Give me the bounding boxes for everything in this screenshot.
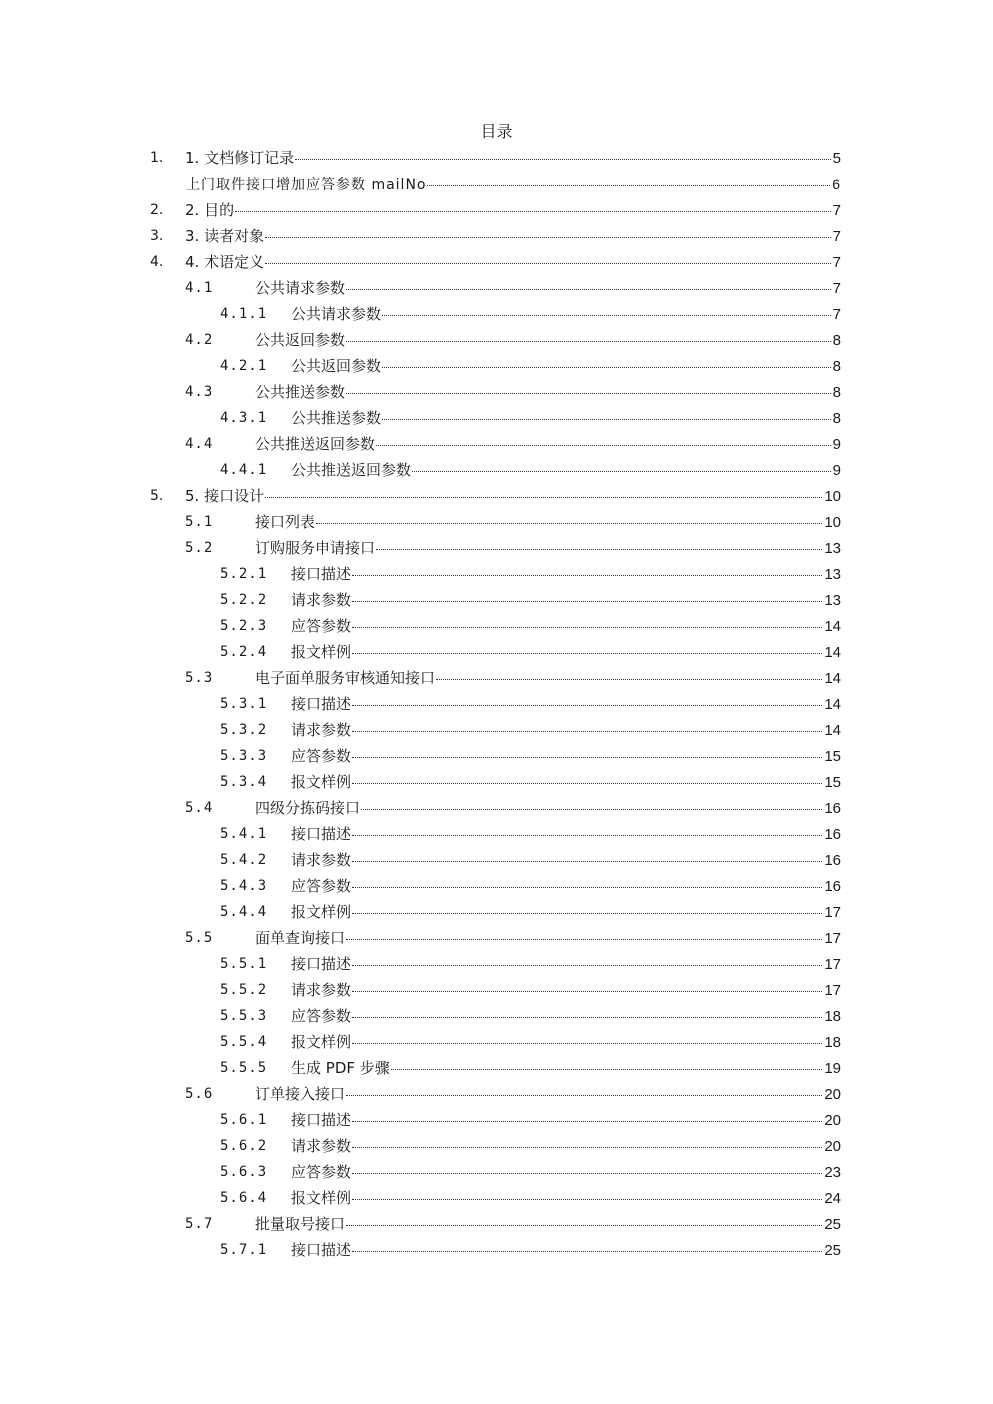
toc-entry-link[interactable] — [291, 851, 841, 870]
dot-leader — [346, 1225, 822, 1226]
dot-leader — [361, 809, 822, 810]
toc-entry-link[interactable] — [291, 461, 841, 480]
toc-entry-title: 请求参数 — [291, 851, 352, 869]
toc-entry-link[interactable] — [255, 435, 841, 454]
toc-entry[interactable] — [0, 379, 993, 405]
toc-entry-link[interactable] — [185, 201, 841, 220]
toc-entry-title: 应答参数 — [291, 1163, 352, 1181]
toc-entry-number: 5.5 — [185, 930, 214, 946]
toc-entry-page-number: 10 — [824, 488, 841, 505]
toc-entry-number: 5.6.3 — [220, 1164, 268, 1180]
dot-leader — [352, 731, 822, 732]
toc-entry-page-number: 6 — [832, 176, 841, 192]
dot-leader — [352, 991, 822, 992]
dot-leader — [352, 1043, 822, 1044]
dot-leader — [346, 341, 831, 342]
toc-entry-number: 2. — [150, 202, 164, 218]
toc-entry-link[interactable] — [291, 773, 841, 792]
toc-entry-title: 报文样例 — [291, 1033, 352, 1051]
toc-entry[interactable] — [0, 899, 993, 925]
toc-entry-link[interactable] — [291, 1111, 841, 1130]
toc-entry-page-number: 16 — [824, 826, 841, 843]
toc-entry-title: 4. 术语定义 — [185, 253, 265, 271]
toc-entry[interactable] — [0, 977, 993, 1003]
toc-entry-page-number: 18 — [824, 1008, 841, 1025]
toc-entry-link[interactable] — [291, 565, 841, 584]
toc-entry-number: 5.2.1 — [220, 566, 268, 582]
toc-entry-link[interactable] — [291, 1163, 841, 1182]
toc-entry-page-number: 15 — [824, 748, 841, 765]
toc-entry-page-number: 17 — [824, 956, 841, 973]
toc-entry-link[interactable] — [185, 487, 841, 506]
toc-entry-link[interactable] — [255, 331, 841, 350]
dot-leader — [352, 627, 822, 628]
toc-entry[interactable] — [0, 275, 993, 301]
toc-entry-link[interactable] — [291, 617, 841, 636]
toc-entry-number: 5.5.4 — [220, 1034, 268, 1050]
toc-entry-link[interactable] — [291, 825, 841, 844]
toc-entry-link[interactable] — [186, 175, 841, 194]
toc-entry-title: 应答参数 — [291, 747, 352, 765]
toc-entry-title: 请求参数 — [291, 721, 352, 739]
toc-entry[interactable] — [0, 509, 993, 535]
toc-entry-number: 4.1 — [185, 280, 214, 296]
toc-entry-number: 5.2.2 — [220, 592, 268, 608]
toc-entry[interactable] — [0, 639, 993, 665]
dot-leader — [352, 835, 822, 836]
dot-leader — [346, 1095, 822, 1096]
toc-entry-title: 公共推送返回参数 — [291, 461, 412, 479]
toc-entry-page-number: 19 — [824, 1060, 841, 1077]
toc-entry[interactable] — [0, 665, 993, 691]
toc-entry-title: 请求参数 — [291, 981, 352, 999]
dot-leader — [376, 549, 822, 550]
toc-entry-title: 上门取件接口增加应答参数 mailNo — [186, 177, 427, 193]
toc-entry-number: 5.4 — [185, 800, 214, 816]
toc-entry-link[interactable] — [255, 799, 841, 818]
toc-entry-page-number: 7 — [832, 202, 841, 219]
toc-entry-page-number: 15 — [824, 774, 841, 791]
toc-entry-link[interactable] — [291, 747, 841, 766]
toc-entry-title: 请求参数 — [291, 591, 352, 609]
toc-entry-number: 5.6.1 — [220, 1112, 268, 1128]
toc-entry-title: 接口描述 — [291, 955, 352, 973]
toc-entry-page-number: 7 — [832, 306, 841, 323]
dot-leader — [352, 653, 822, 654]
toc-entry-page-number: 17 — [824, 982, 841, 999]
toc-entry-title: 四级分拣码接口 — [255, 799, 361, 817]
dot-leader — [352, 887, 822, 888]
dot-leader — [265, 497, 822, 498]
toc-entry-number: 5.5.5 — [220, 1060, 268, 1076]
toc-entry-link[interactable] — [255, 513, 841, 532]
toc-entry-number: 5.4.1 — [220, 826, 268, 842]
toc-entry-number: 5.1 — [185, 514, 214, 530]
toc-entry-title: 公共返回参数 — [255, 331, 346, 349]
toc-entry-page-number: 24 — [824, 1190, 841, 1207]
toc-entry-title: 公共推送参数 — [255, 383, 346, 401]
toc-entry[interactable] — [0, 1211, 993, 1237]
toc-entry-page-number: 7 — [832, 280, 841, 297]
toc-entry-number: 4.1.1 — [220, 306, 268, 322]
dot-leader — [352, 1147, 822, 1148]
toc-entry-page-number: 16 — [824, 852, 841, 869]
toc-entry-number: 5.2.3 — [220, 618, 268, 634]
toc-entry-title: 报文样例 — [291, 643, 352, 661]
toc-entry-number: 5.3 — [185, 670, 214, 686]
toc-entry[interactable] — [0, 1055, 993, 1081]
toc-entry-page-number: 20 — [824, 1086, 841, 1103]
toc-entry-page-number: 9 — [832, 436, 841, 453]
dot-leader — [352, 575, 822, 576]
dot-leader — [316, 523, 822, 524]
toc-entry[interactable] — [0, 587, 993, 613]
toc-entry-title: 报文样例 — [291, 1189, 352, 1207]
toc-entry-title: 接口描述 — [291, 695, 352, 713]
toc-entry[interactable] — [0, 821, 993, 847]
toc-entry-title: 接口列表 — [255, 513, 316, 531]
toc-entry-title: 1. 文档修订记录 — [185, 149, 295, 167]
dot-leader — [235, 211, 831, 212]
toc-entry-title: 公共请求参数 — [291, 305, 382, 323]
toc-entry-page-number: 16 — [824, 878, 841, 895]
dot-leader — [382, 367, 831, 368]
toc-entry-number: 5.4.2 — [220, 852, 268, 868]
dot-leader — [352, 601, 822, 602]
toc-entry[interactable] — [0, 1237, 993, 1263]
toc-entry-page-number: 9 — [832, 462, 841, 479]
toc-entry-link[interactable] — [255, 929, 841, 948]
toc-entry-page-number: 17 — [824, 930, 841, 947]
dot-leader — [352, 1121, 822, 1122]
toc-entry[interactable] — [0, 561, 993, 587]
dot-leader — [391, 1069, 823, 1070]
toc-entry[interactable] — [0, 457, 993, 483]
dot-leader — [352, 1199, 822, 1200]
toc-entry[interactable] — [0, 613, 993, 639]
toc-entry-number: 4.4.1 — [220, 462, 268, 478]
toc-entry-page-number: 8 — [832, 358, 841, 375]
toc-entry[interactable] — [0, 769, 993, 795]
toc-entry-link[interactable] — [185, 253, 841, 272]
toc-entry[interactable] — [0, 327, 993, 353]
toc-entry-title: 应答参数 — [291, 617, 352, 635]
toc-entry-number: 4.2.1 — [220, 358, 268, 374]
toc-entry-number: 5.2 — [185, 540, 214, 556]
dot-leader — [352, 913, 822, 914]
toc-entry-link[interactable] — [291, 955, 841, 974]
toc-entry-number: 5.3.2 — [220, 722, 268, 738]
toc-entry-link[interactable] — [255, 1085, 841, 1104]
toc-entry-title: 应答参数 — [291, 877, 352, 895]
toc-entry-page-number: 20 — [824, 1112, 841, 1129]
toc-entry-number: 5.6.4 — [220, 1190, 268, 1206]
toc-entry-page-number: 14 — [824, 618, 841, 635]
toc-entry[interactable] — [0, 431, 993, 457]
toc-entry-page-number: 14 — [824, 670, 841, 687]
toc-entry-number: 5.5.2 — [220, 982, 268, 998]
toc-entry-link[interactable] — [291, 409, 841, 428]
dot-leader — [352, 1251, 822, 1252]
toc-entry-link[interactable] — [291, 305, 841, 324]
toc-entry-title: 请求参数 — [291, 1137, 352, 1155]
toc-entry-number: 5.2.4 — [220, 644, 268, 660]
toc-entry-number: 4.3.1 — [220, 410, 268, 426]
toc-entry-number: 4. — [150, 254, 164, 270]
toc-entry[interactable] — [0, 223, 993, 249]
toc-entry-title: 公共请求参数 — [255, 279, 346, 297]
dot-leader — [352, 783, 822, 784]
toc-entry-link[interactable] — [291, 1241, 841, 1260]
toc-entry-title: 生成 PDF 步骤 — [291, 1059, 390, 1077]
dot-leader — [352, 705, 822, 706]
toc-entry-link[interactable] — [291, 643, 841, 662]
dot-leader — [436, 679, 822, 680]
table-of-contents — [0, 145, 993, 1263]
dot-leader — [352, 965, 822, 966]
toc-entry[interactable] — [0, 873, 993, 899]
toc-entry[interactable] — [0, 353, 993, 379]
toc-entry-page-number: 7 — [832, 228, 841, 245]
toc-entry-title: 批量取号接口 — [255, 1215, 346, 1233]
toc-entry-page-number: 14 — [824, 722, 841, 739]
toc-entry-title: 报文样例 — [291, 773, 352, 791]
toc-entry-title: 订购服务申请接口 — [255, 539, 376, 557]
toc-entry[interactable] — [0, 535, 993, 561]
dot-leader — [427, 185, 830, 186]
toc-entry[interactable] — [0, 1029, 993, 1055]
toc-entry[interactable] — [0, 301, 993, 327]
toc-entry[interactable] — [0, 717, 993, 743]
toc-entry[interactable] — [0, 1081, 993, 1107]
toc-entry-title: 接口描述 — [291, 1241, 352, 1259]
toc-entry-number: 5.7 — [185, 1216, 214, 1232]
toc-entry[interactable] — [0, 197, 993, 223]
dot-leader — [352, 1017, 822, 1018]
toc-entry-page-number: 10 — [824, 514, 841, 531]
toc-entry-page-number: 8 — [832, 384, 841, 401]
toc-entry-number: 4.3 — [185, 384, 214, 400]
toc-entry[interactable] — [0, 483, 993, 509]
toc-entry-link[interactable] — [185, 149, 841, 168]
toc-entry-link[interactable] — [291, 1137, 841, 1156]
toc-entry-page-number: 25 — [824, 1242, 841, 1259]
dot-leader — [346, 939, 822, 940]
toc-entry[interactable] — [0, 951, 993, 977]
toc-entry-page-number: 16 — [824, 800, 841, 817]
toc-entry[interactable] — [0, 405, 993, 431]
toc-entry-link[interactable] — [291, 1189, 841, 1208]
toc-entry-page-number: 18 — [824, 1034, 841, 1051]
toc-entry-page-number: 14 — [824, 644, 841, 661]
toc-entry-number: 5.5.1 — [220, 956, 268, 972]
toc-entry-number: 5.3.1 — [220, 696, 268, 712]
toc-entry-title: 3. 读者对象 — [185, 227, 265, 245]
toc-entry-number: 5.3.4 — [220, 774, 268, 790]
toc-entry-number: 4.4 — [185, 436, 214, 452]
toc-entry[interactable] — [0, 743, 993, 769]
toc-entry[interactable] — [0, 1133, 993, 1159]
toc-entry-page-number: 13 — [824, 566, 841, 583]
toc-entry-number: 5.4.3 — [220, 878, 268, 894]
toc-entry-page-number: 14 — [824, 696, 841, 713]
toc-entry-link[interactable] — [255, 539, 841, 558]
toc-entry-link[interactable] — [291, 357, 841, 376]
toc-entry-page-number: 13 — [824, 540, 841, 557]
toc-entry-link[interactable] — [291, 1033, 841, 1052]
toc-entry-title: 电子面单服务审核通知接口 — [255, 669, 436, 687]
dot-leader — [382, 419, 831, 420]
dot-leader — [412, 471, 831, 472]
toc-entry-title: 5. 接口设计 — [185, 487, 265, 505]
toc-entry-title: 报文样例 — [291, 903, 352, 921]
toc-entry-page-number: 17 — [824, 904, 841, 921]
dot-leader — [352, 1173, 822, 1174]
toc-entry[interactable] — [0, 145, 993, 171]
toc-entry-title: 应答参数 — [291, 1007, 352, 1025]
toc-entry-page-number: 7 — [832, 254, 841, 271]
toc-entry-number: 5.3.3 — [220, 748, 268, 764]
toc-entry-page-number: 25 — [824, 1216, 841, 1233]
toc-entry-link[interactable] — [291, 721, 841, 740]
dot-leader — [352, 861, 822, 862]
toc-entry[interactable] — [0, 1107, 993, 1133]
dot-leader — [346, 289, 831, 290]
toc-entry-number: 3. — [150, 228, 164, 244]
toc-entry-number: 5.5.3 — [220, 1008, 268, 1024]
toc-entry-title: 公共推送返回参数 — [255, 435, 376, 453]
toc-entry[interactable] — [0, 847, 993, 873]
toc-entry-title: 接口描述 — [291, 1111, 352, 1129]
toc-entry-page-number: 5 — [832, 150, 841, 167]
toc-entry[interactable] — [0, 1003, 993, 1029]
toc-entry-number: 4.2 — [185, 332, 214, 348]
toc-entry[interactable] — [0, 249, 993, 275]
dot-leader — [382, 315, 831, 316]
toc-entry-page-number: 8 — [832, 410, 841, 427]
toc-entry-link[interactable] — [255, 279, 841, 298]
toc-entry[interactable] — [0, 691, 993, 717]
toc-entry-number: 5.7.1 — [220, 1242, 268, 1258]
toc-entry-link[interactable] — [185, 227, 841, 246]
toc-entry-link[interactable] — [291, 1007, 841, 1026]
toc-entry-link[interactable] — [291, 903, 841, 922]
toc-entry-link[interactable] — [291, 1059, 841, 1078]
toc-entry-link[interactable] — [255, 669, 841, 688]
toc-entry-page-number: 8 — [832, 332, 841, 349]
dot-leader — [376, 445, 831, 446]
toc-entry-link[interactable] — [255, 1215, 841, 1234]
toc-entry-title: 2. 目的 — [185, 201, 235, 219]
toc-entry-title: 订单接入接口 — [255, 1085, 346, 1103]
toc-entry[interactable] — [0, 795, 993, 821]
toc-entry-link[interactable] — [291, 981, 841, 1000]
dot-leader — [352, 757, 822, 758]
toc-entry-link[interactable] — [291, 695, 841, 714]
dot-leader — [265, 237, 831, 238]
toc-entry-title: 接口描述 — [291, 825, 352, 843]
toc-entry-page-number: 13 — [824, 592, 841, 609]
toc-entry-title: 公共返回参数 — [291, 357, 382, 375]
dot-leader — [265, 263, 831, 264]
toc-entry-page-number: 20 — [824, 1138, 841, 1155]
toc-entry-page-number: 23 — [824, 1164, 841, 1181]
dot-leader — [346, 393, 831, 394]
toc-entry-link[interactable] — [291, 877, 841, 896]
toc-entry-number: 1. — [150, 150, 164, 166]
toc-entry-number: 5.6.2 — [220, 1138, 268, 1154]
toc-entry-number: 5.6 — [185, 1086, 214, 1102]
toc-entry-title: 面单查询接口 — [255, 929, 346, 947]
toc-entry-link[interactable] — [291, 591, 841, 610]
toc-title: 目录 — [480, 122, 513, 141]
dot-leader — [295, 159, 831, 160]
toc-entry-link[interactable] — [255, 383, 841, 402]
toc-entry-number: 5. — [150, 488, 164, 504]
toc-entry[interactable] — [0, 1185, 993, 1211]
toc-entry-number: 5.4.4 — [220, 904, 268, 920]
toc-entry[interactable] — [0, 925, 993, 951]
toc-entry[interactable] — [0, 1159, 993, 1185]
toc-entry-title: 接口描述 — [291, 565, 352, 583]
toc-entry-title: 公共推送参数 — [291, 409, 382, 427]
toc-entry[interactable] — [0, 171, 993, 197]
